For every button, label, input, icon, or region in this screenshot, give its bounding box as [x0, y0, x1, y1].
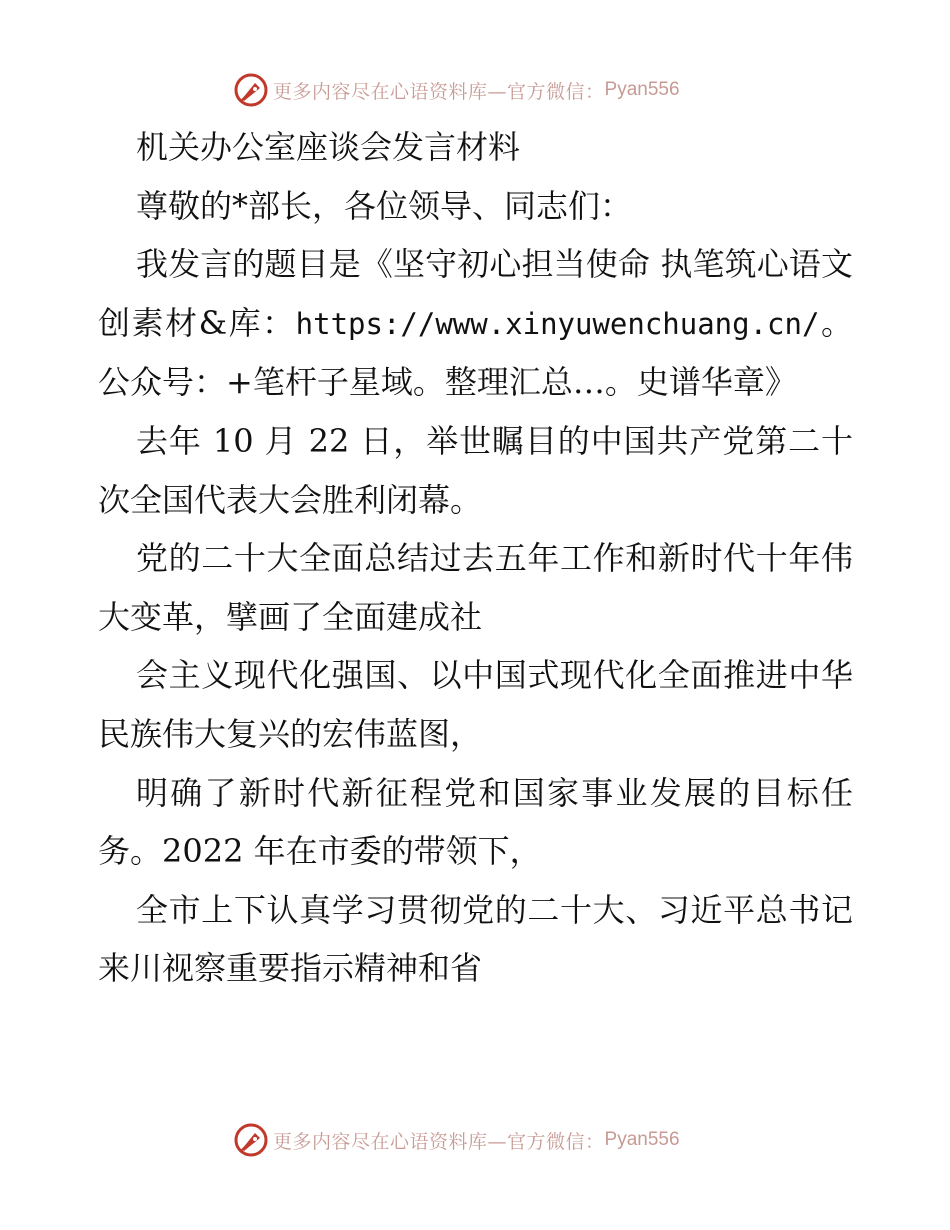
paragraph-city-study: 全市上下认真学习贯彻党的二十大、习近平总书记来川视察重要指示精神和省	[98, 890, 853, 988]
paragraph-congress-summary: 党的二十大全面总结过去五年工作和新时代十年伟大变革，擘画了全面建成社	[98, 539, 853, 636]
header-banner-text: 更多内容尽在心语资料库—官方微信：	[273, 80, 605, 103]
document-title: 机关办公室座谈会发言材料	[136, 128, 521, 166]
paragraph-topic	[98, 235, 853, 412]
pen-nib-logo-icon	[233, 1122, 269, 1158]
header-wechat-id: Pyan556	[604, 79, 680, 100]
footer-wechat-id: Pyan556	[604, 1129, 680, 1150]
footer-banner	[0, 1120, 950, 1160]
header-banner	[0, 70, 950, 110]
paragraph-congress-closing: 去年 10 月 22 日，举世瞩目的中国共产党第二十次全国代表大会胜利闭幕。	[98, 421, 853, 519]
footer-banner-row	[233, 1120, 680, 1160]
topic-text-end: 。公众号：+笔杆子星域。整理汇总…。史谱华章》	[98, 303, 853, 402]
paragraph-goals: 明确了新时代新征程党和国家事业发展的目标任务。2022 年在市委的带领下，	[98, 773, 853, 871]
topic-text-start: 我发言的题目是《坚守初心担当使命 执笔筑心语文创素材&库：	[98, 245, 853, 342]
header-banner-row	[233, 70, 680, 110]
footer-banner-text: 更多内容尽在心语资料库—官方微信：	[273, 1130, 605, 1153]
salutation: 尊敬的*部长，各位领导、同志们：	[136, 186, 633, 225]
document-body	[98, 118, 853, 998]
paragraph-blueprint: 会主义现代化强国、以中国式现代化全面推进中华民族伟大复兴的宏伟蓝图，	[98, 656, 853, 753]
resource-link[interactable]: https://www.xinyuwenchuang.cn/	[295, 306, 820, 341]
pen-nib-logo-icon	[233, 72, 269, 108]
